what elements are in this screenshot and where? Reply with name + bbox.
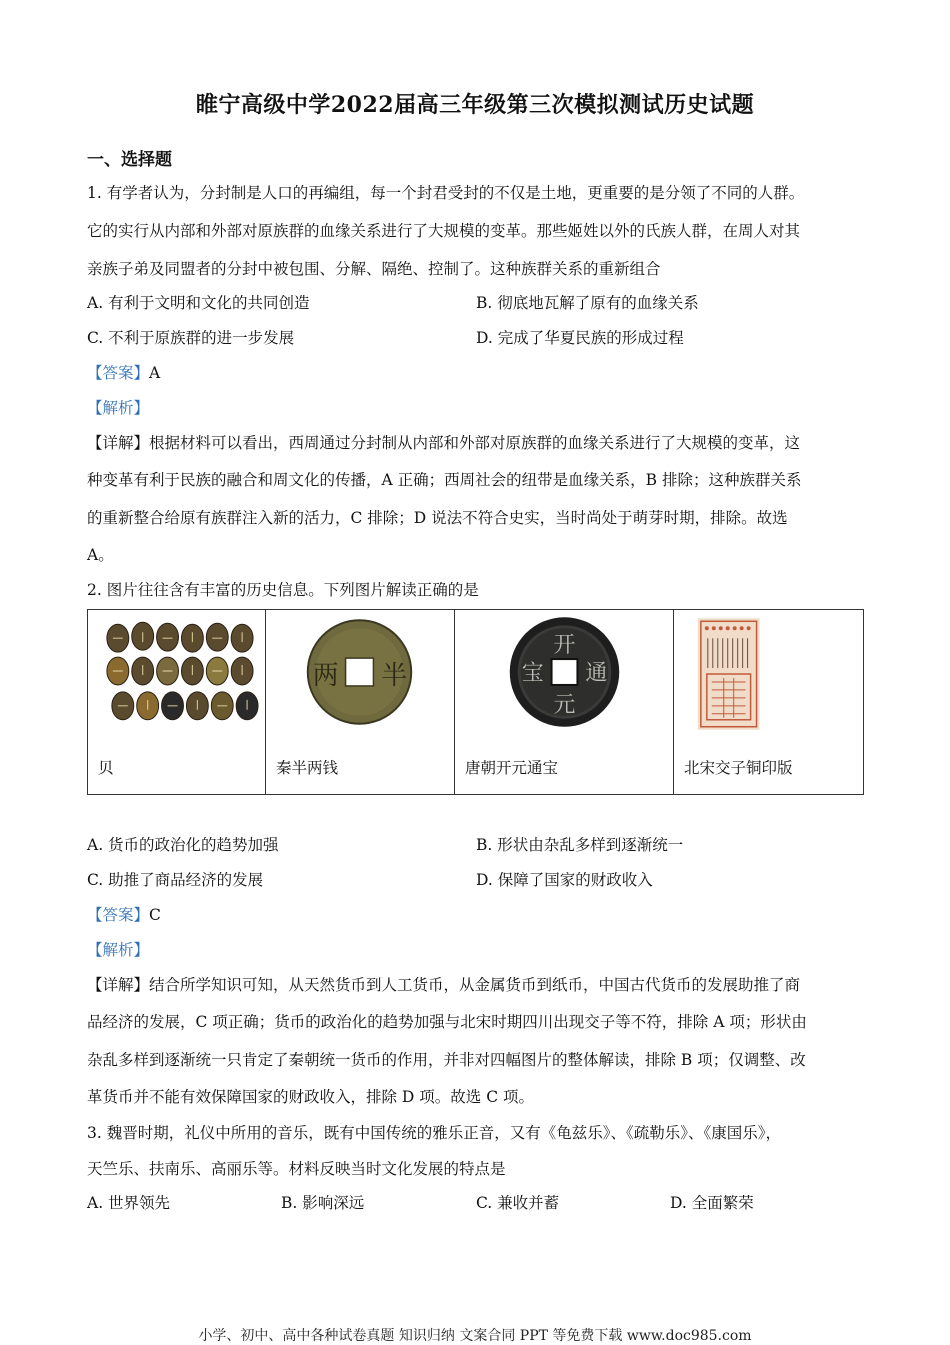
q3-option-d: D. 全面繁荣: [670, 1194, 754, 1212]
detail-text: 结合所学知识可知，从天然货币到人工货币，从金属货币到纸币，中国古代货币的发展助推了商: [149, 976, 801, 994]
answer-value: A: [149, 364, 161, 382]
q2-detail-line-3: 杂乱多样到逐渐统一只肯定了秦朝统一货币的作用，并非对四幅图片的整体解读，排除 B 项；仅调整、改: [87, 1051, 806, 1069]
q1-option-c: C. 不利于原族群的进一步发展: [87, 329, 295, 347]
banliang-coin-icon: [266, 616, 454, 734]
q1-detail-line-1: [87, 431, 800, 453]
kaiyuan-coin-icon: [455, 616, 673, 734]
q2-stem: 2. 图片往往含有丰富的历史信息。下列图片解读正确的是: [87, 581, 479, 599]
q3-option-b: B. 影响深远: [281, 1194, 365, 1212]
coin-char: 两: [312, 660, 339, 691]
q1-stem-line-1: 1. 有学者认为，分封制是人口的再编组，每一个封君受封的不仅是土地，更重要的是分领了不同的人群。: [87, 184, 805, 202]
q2-detail-line-2: 品经济的发展，C 项正确；货币的政治化的趋势加强与北宋时期四川出现交子等不符，排除 A 项；形状由: [87, 1013, 807, 1031]
q3-option-a: A. 世界领先: [87, 1194, 171, 1212]
q2-option-b: B. 形状由杂乱多样到逐渐统一: [476, 836, 684, 854]
q1-stem-line-3: 亲族子弟及同盟者的分封中被包围、分解、隔绝、控制了。这种族群关系的重新组合: [87, 260, 661, 278]
q3-option-c: C. 兼收并蓄: [476, 1194, 560, 1212]
q2-option-d: D. 保障了国家的财政收入: [476, 871, 653, 889]
q2-analysis-tag: 【解析】: [87, 941, 150, 959]
footer-banner: 小学、初中、高中各种试卷真题 知识归纳 文案合同 PPT 等免费下载 www.doc985.com: [198, 1328, 752, 1344]
q1-stem-line-2: 它的实行从内部和外部对原族群的血缘关系进行了大规模的变革。那些姬姓以外的氏族人群，在周人对其: [87, 222, 801, 240]
coin-char: 开: [553, 633, 576, 659]
detail-tag: 【详解】: [87, 434, 150, 452]
coin-char: 半: [381, 660, 408, 691]
picture-caption: 唐朝开元通宝: [465, 759, 559, 777]
picture-cell-jiaozi: [674, 610, 864, 795]
q3-stem-line-2: 天竺乐、扶南乐、高丽乐等。材料反映当时文化发展的特点是: [87, 1160, 506, 1178]
shell-money-icon: [88, 616, 265, 734]
coin-char: 宝: [521, 660, 544, 686]
page-title: 睢宁高级中学2022届高三年级第三次模拟测试历史试题: [195, 92, 755, 118]
detail-text: 根据材料可以看出，西周通过分封制从内部和外部对原族群的血缘关系进行了大规模的变革，这: [149, 434, 801, 452]
answer-value: C: [149, 906, 161, 924]
q1-option-a: A. 有利于文明和文化的共同创造: [87, 294, 310, 312]
q1-detail-line-4: A。: [87, 546, 114, 564]
q2-answer: [87, 903, 161, 925]
picture-caption: 北宋交子铜印版: [684, 759, 793, 777]
q1-analysis-tag: 【解析】: [87, 399, 150, 417]
q2-option-c: C. 助推了商品经济的发展: [87, 871, 264, 889]
answer-tag: 【答案】: [87, 906, 150, 924]
section-heading: 一、选择题: [87, 150, 172, 170]
detail-tag: 【详解】: [87, 976, 150, 994]
q1-answer: [87, 361, 160, 383]
q1-detail-line-2: 种变革有利于民族的融合和周文化的传播，A 正确；西周社会的纽带是血缘关系，B 排除；这种族群关系: [87, 471, 802, 489]
q3-stem-line-1: 3. 魏晋时期，礼仪中所用的音乐，既有中国传统的雅乐正音，又有《龟兹乐》、《疏勒乐》、《康国乐》，: [87, 1124, 781, 1142]
jiaozi-plate-icon: [674, 616, 863, 734]
q2-detail-line-1: [87, 973, 800, 995]
picture-table: [87, 609, 864, 795]
picture-caption: 秦半两钱: [276, 759, 339, 777]
q2-option-a: A. 货币的政治化的趋势加强: [87, 836, 279, 854]
q2-detail-line-4: 革货币并不能有效保障国家的财政收入，排除 D 项。故选 C 项。: [87, 1088, 534, 1106]
coin-char: 通: [585, 660, 608, 686]
picture-cell-banliang: [266, 610, 455, 795]
answer-tag: 【答案】: [87, 364, 150, 382]
q1-option-b: B. 彻底地瓦解了原有的血缘关系: [476, 294, 699, 312]
picture-cell-shell: [88, 610, 266, 795]
q1-option-d: D. 完成了华夏民族的形成过程: [476, 329, 684, 347]
coin-char: 元: [553, 692, 576, 718]
q1-detail-line-3: 的重新整合给原有族群注入新的活力，C 排除；D 说法不符合史实，当时尚处于萌芽时期，排除。故选: [87, 509, 788, 527]
picture-caption: 贝: [98, 759, 114, 777]
picture-cell-kaiyuan: [455, 610, 674, 795]
